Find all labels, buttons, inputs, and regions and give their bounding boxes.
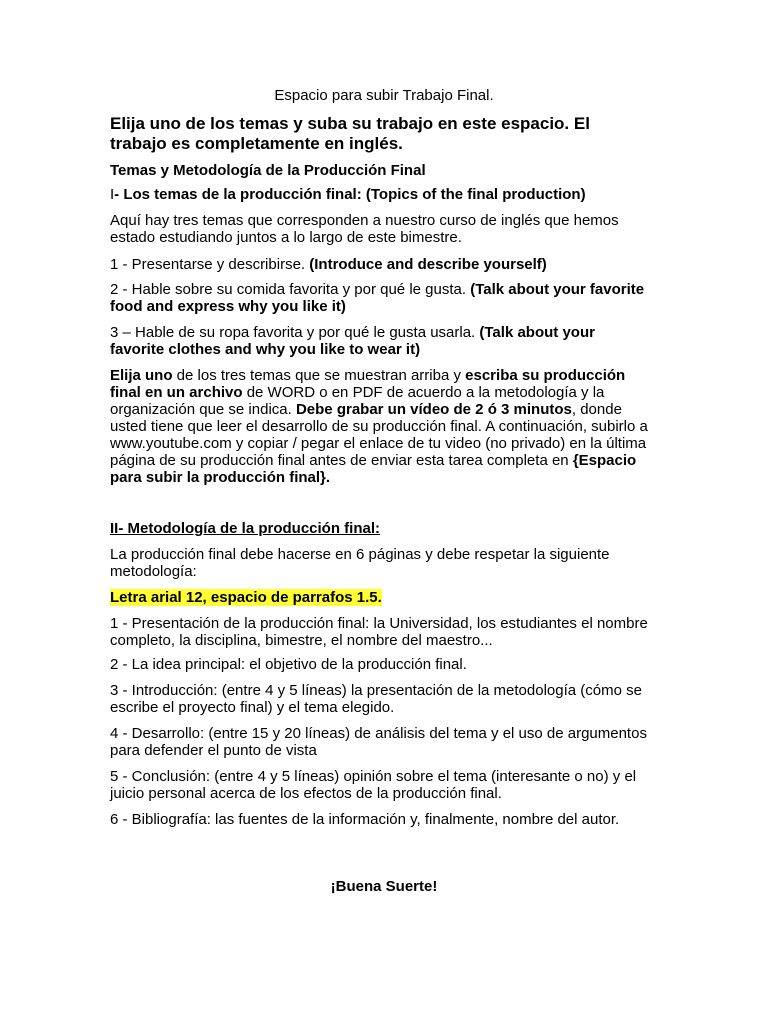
- step-4: 4 - Desarrollo: (entre 15 y 20 líneas) de análisis del tema y el uso de argumentos para defender el punto de vista: [110, 725, 647, 759]
- section1-prefix: I: [110, 186, 115, 203]
- topic-1: [110, 256, 650, 273]
- instr-part-6: , donde usted tiene que leer el desarrollo de su producción final. A continuación, subirlo a www.youtube.com y copiar / pegar el enlace de tu video (no privado) en la última página de su producción final antes de enviar esta tarea completa en: [110, 401, 648, 469]
- step-6: 6 - Bibliografía: las fuentes de la información y, finalmente, nombre del autor.: [110, 811, 620, 828]
- topic-2: [110, 281, 650, 315]
- topic-3: [110, 324, 650, 358]
- highlighted-format-text: Letra arial 12, espacio de parrafos 1.5.: [110, 589, 382, 606]
- topic-3-english: (Talk about your favorite clothes and why you like to wear it): [110, 324, 595, 358]
- step-2: 2 - La idea principal: el objetivo de la producción final.: [110, 656, 467, 673]
- topic-1-english: (Introduce and describe yourself): [309, 256, 547, 273]
- instr-part-4: de WORD o en PDF de acuerdo a la metodología y la organización que se indica.: [110, 384, 605, 418]
- instr-part-5: Debe grabar un vídeo de 2 ó 3 minutos: [295, 401, 572, 418]
- instr-part-1: Elija uno: [110, 367, 173, 384]
- intro-instruction: Elija uno de los temas y suba su trabajo en este espacio. El trabajo es completamente en inglés.: [110, 114, 590, 153]
- topic-2-english: (Talk about your favorite food and express why you like it): [110, 281, 645, 315]
- topic-3-text: 3 – Hable de su ropa favorita y por qué le gusta usarla.: [110, 324, 480, 341]
- step-1: 1 - Presentación de la producción final: la Universidad, los estudiantes el nombre completo, la disciplina, bimestre, el nombre del maestro...: [110, 615, 648, 649]
- subtitle: Temas y Metodología de la Producción Final: [110, 162, 426, 179]
- section1-lead: Aquí hay tres temas que corresponden a nuestro curso de inglés que hemos estado estudiando juntos a lo largo de este bimestre.: [110, 212, 619, 246]
- closing-wish: ¡Buena Suerte!: [330, 878, 438, 895]
- section2-heading: [110, 520, 650, 537]
- step-3: 3 - Introducción: (entre 4 y 5 líneas) la presentación de la metodología (cómo se escribe el proyecto final) y el tema elegido.: [110, 682, 642, 716]
- instructions-paragraph: [110, 367, 650, 486]
- document-title: Espacio para subir Trabajo Final.: [274, 87, 494, 104]
- instr-part-2: de los tres temas que se muestran arriba y: [172, 367, 466, 384]
- format-requirement: [110, 589, 650, 606]
- topic-1-text: 1 - Presentarse y describirse.: [110, 256, 310, 273]
- instr-part-3: escriba su producción final en un archivo: [110, 367, 626, 401]
- section1-heading-text: - Los temas de la producción final: (Topics of the final production): [114, 186, 586, 203]
- section1-heading: [110, 186, 650, 203]
- instr-part-7: {Espacio para subir la producción final}.: [110, 452, 637, 486]
- step-5: 5 - Conclusión: (entre 4 y 5 líneas) opinión sobre el tema (interesante o no) y el juicio personal acerca de los efectos de la producción final.: [110, 768, 637, 802]
- topic-2-text: 2 - Hable sobre su comida favorita y por qué le gusta.: [110, 281, 471, 298]
- section2-lead: La producción final debe hacerse en 6 páginas y debe respetar la siguiente metodología:: [110, 546, 610, 580]
- section2-heading-text: II- Metodología de la producción final:: [110, 520, 380, 537]
